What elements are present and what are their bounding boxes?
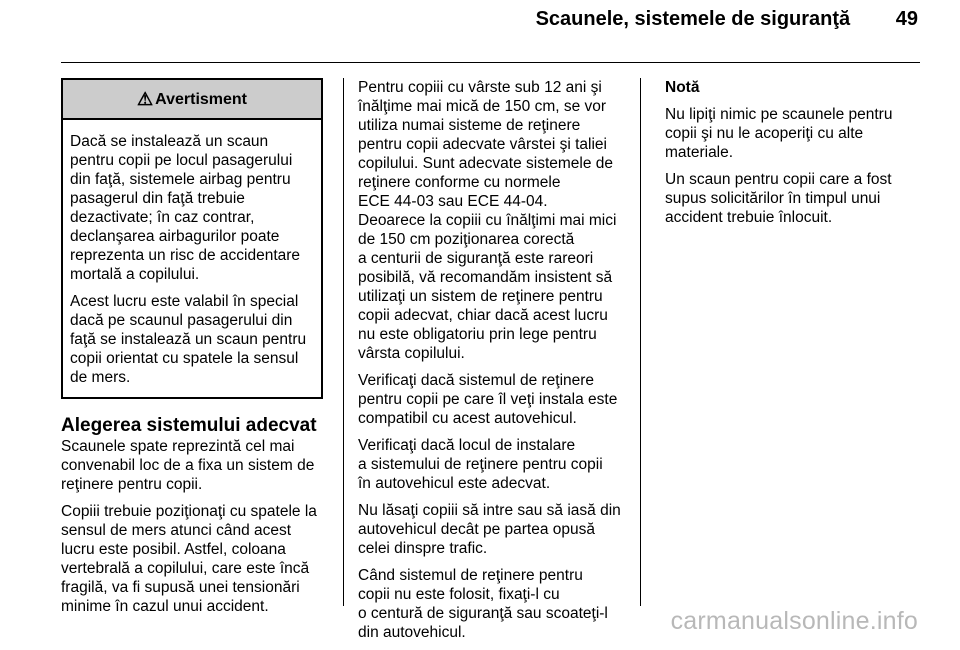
body-paragraph: Pentru copiii cu vârste sub 12 ani şi înălţime mai mică de 150 cm, se vor utiliza numai sisteme de reţinere pentru copii adecvate vârstei şi taliei copilului. Sunt adecvate sistemele de reţinere conforme cu normele ECE 44-03 sau ECE 44-04. Deoarece la copiii cu înălţimi mai mici de 150 cm poziţionarea corectă a centurii de siguranţă este rareori posibilă, vă recomandăm insistent să utilizaţi un sistem de reţinere pentru copii adecvat, chiar dacă acest lucru nu este obligatoriu prin lege pentru vârsta copilului. <box>358 79 617 362</box>
header-rule <box>61 62 920 63</box>
warning-header <box>63 80 321 120</box>
body-paragraph: Când sistemul de reţinere pentru copii nu este folosit, fixaţi-l cu o centură de siguranţă sau scoateţi-l din autovehicul. <box>358 567 608 641</box>
section-paragraph: Copiii trebuie poziţionaţi cu spatele la sensul de mers atunci când acest lucru este posibil. Astfel, coloana vertebrală a copilului, care este încă fragilă, va fi supusă unei tensionări minime în cazul unui accident. <box>61 503 317 615</box>
note-paragraph: Un scaun pentru copii care a fost supus solicitărilor în timpul unui accident trebuie înlocuit. <box>665 171 892 226</box>
page-header <box>536 8 918 31</box>
note-paragraph: Nu lipiţi nimic pe scaunele pentru copii şi nu le acoperiţi cu alte materiale. <box>665 106 893 161</box>
column-divider <box>343 78 344 606</box>
watermark: carmanualsonline.info <box>670 607 918 635</box>
section-paragraph: Scaunele spate reprezintă cel mai convenabil loc de a fixa un sistem de reţinere pentru copii. <box>61 438 315 493</box>
warning-paragraph: Dacă se instalează un scaun pentru copii pe locul pasagerului din faţă, sistemele airbag pentru pasagerul din faţă trebuie dezactivate; în caz contrar, declanşarea airbagurilor poate reprezenta un risc de accidentare mortală a copilului. <box>70 133 301 283</box>
column-divider <box>640 78 641 606</box>
note-title: Notă <box>665 79 700 96</box>
middle-column <box>358 78 626 650</box>
left-column <box>61 78 323 624</box>
warning-triangle-icon: ⚠ <box>136 88 154 109</box>
warning-body <box>63 120 321 397</box>
body-paragraph: Verificaţi dacă locul de instalare a sistemului de reţinere pentru copii în autovehicul este adecvat. <box>358 437 603 492</box>
warning-title: Avertisment <box>155 90 248 108</box>
section-title: Alegerea sistemului adecvat <box>61 415 317 436</box>
warning-paragraph: Acest lucru este valabil în special dacă pe scaunul pasagerului din faţă se instalează un scaun pentru copii orientat cu spatele la sensul de mers. <box>70 293 307 386</box>
body-paragraph: Nu lăsaţi copiii să intre sau să iasă din autovehicul decât pe partea opusă celei dinspre trafic. <box>358 502 621 557</box>
right-column <box>665 78 915 235</box>
body-paragraph: Verificaţi dacă sistemul de reţinere pentru copii pe care îl veţi instala este compatibil cu acest autovehicul. <box>358 372 618 427</box>
warning-box <box>61 78 323 399</box>
page-number: 49 <box>895 8 918 30</box>
page-title: Scaunele, sistemele de siguranţă <box>535 8 851 30</box>
